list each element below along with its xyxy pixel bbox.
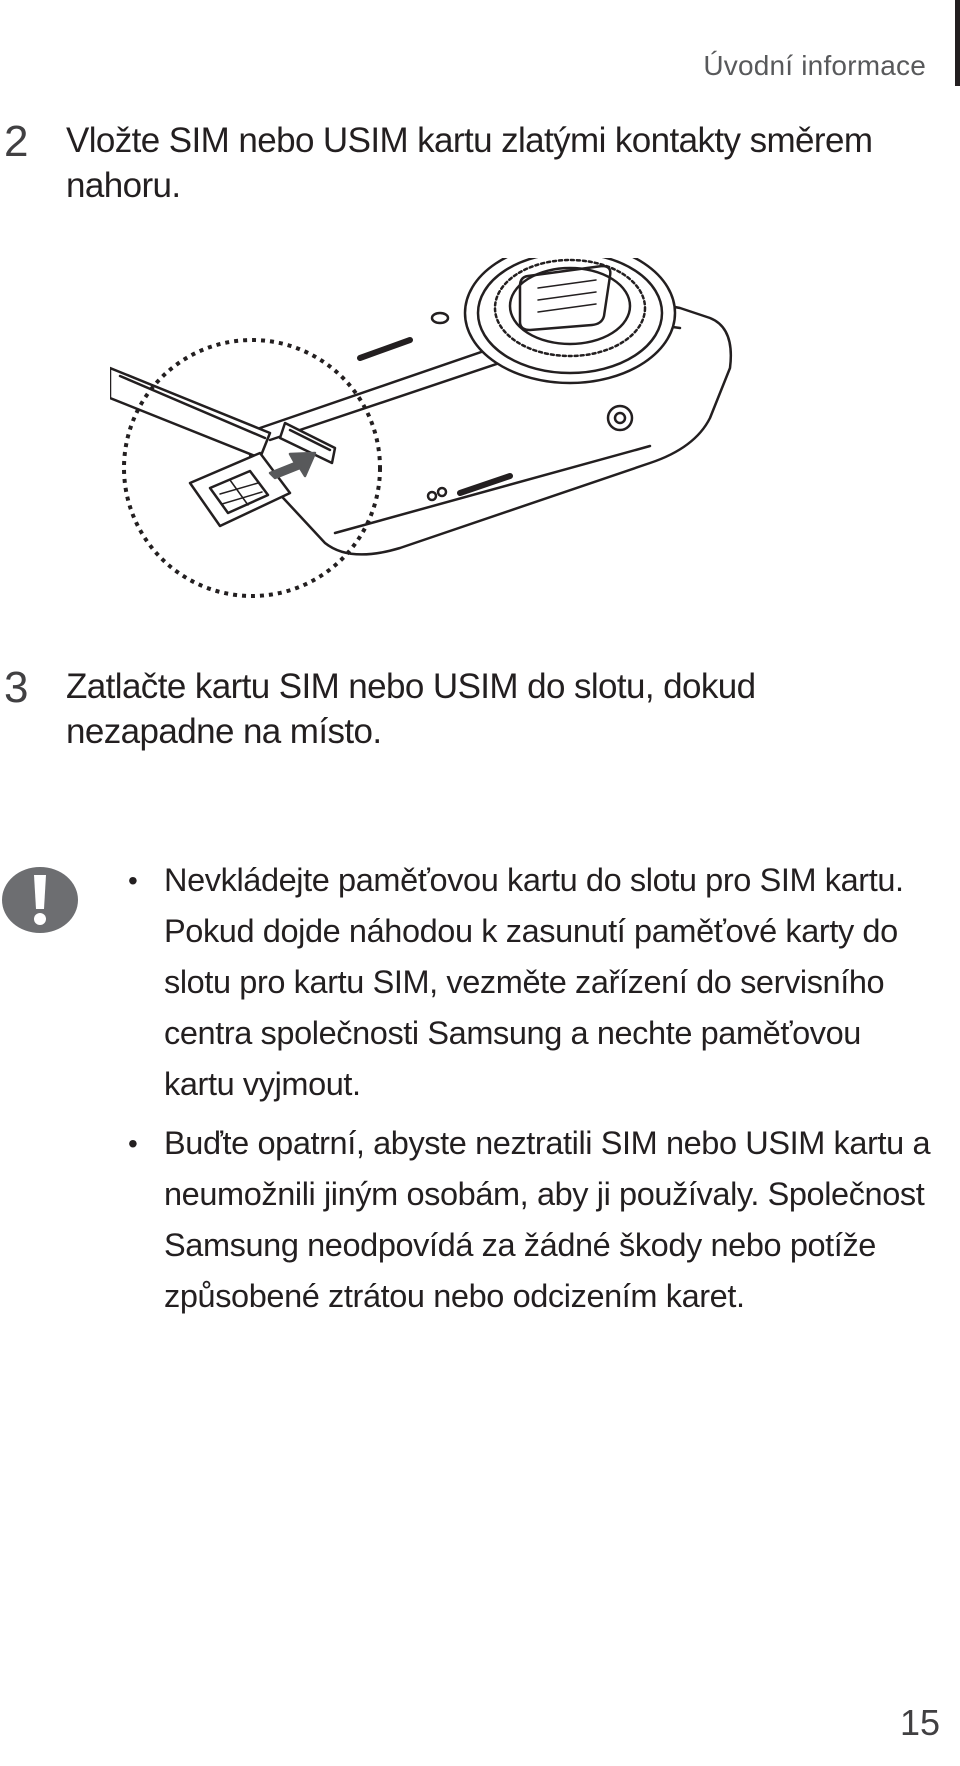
bullet: •: [128, 1128, 138, 1159]
step-number: 2: [4, 117, 29, 166]
sim-insertion-illustration: [110, 258, 840, 678]
page-number: 15: [899, 1702, 940, 1743]
note-text: Nevkládejte paměťovou kartu do slotu pro SIM kartu. Pokud dojde náhodou k zasunutí paměťové karty do slotu pro kartu SIM, vezměte zařízení do servisního centra společnosti Samsung a nechte paměťovou kartu vyjmout.: [164, 862, 904, 1102]
warning-icon: [0, 857, 86, 943]
step-text: Vložte SIM nebo USIM kartu zlatými kontakty směrem nahoru.: [66, 121, 873, 205]
note-text: Buďte opatrní, abyste neztratili SIM nebo USIM kartu a neumožnili jiným osobám, aby ji používaly. Společnost Samsung neodpovídá za žádné škody nebo potíže způsobené ztrátou nebo odcizením karet.: [164, 1125, 931, 1314]
header-rule: [955, 0, 960, 86]
bullet: •: [128, 865, 138, 896]
warning-note: [124, 855, 934, 1110]
section-title: Úvodní informace: [703, 50, 926, 81]
warning-note: [124, 1118, 934, 1322]
warning-notes: [124, 855, 934, 1330]
step-text: Zatlačte kartu SIM nebo USIM do slotu, dokud nezapadne na místo.: [66, 667, 756, 751]
step-number: 3: [4, 663, 29, 712]
